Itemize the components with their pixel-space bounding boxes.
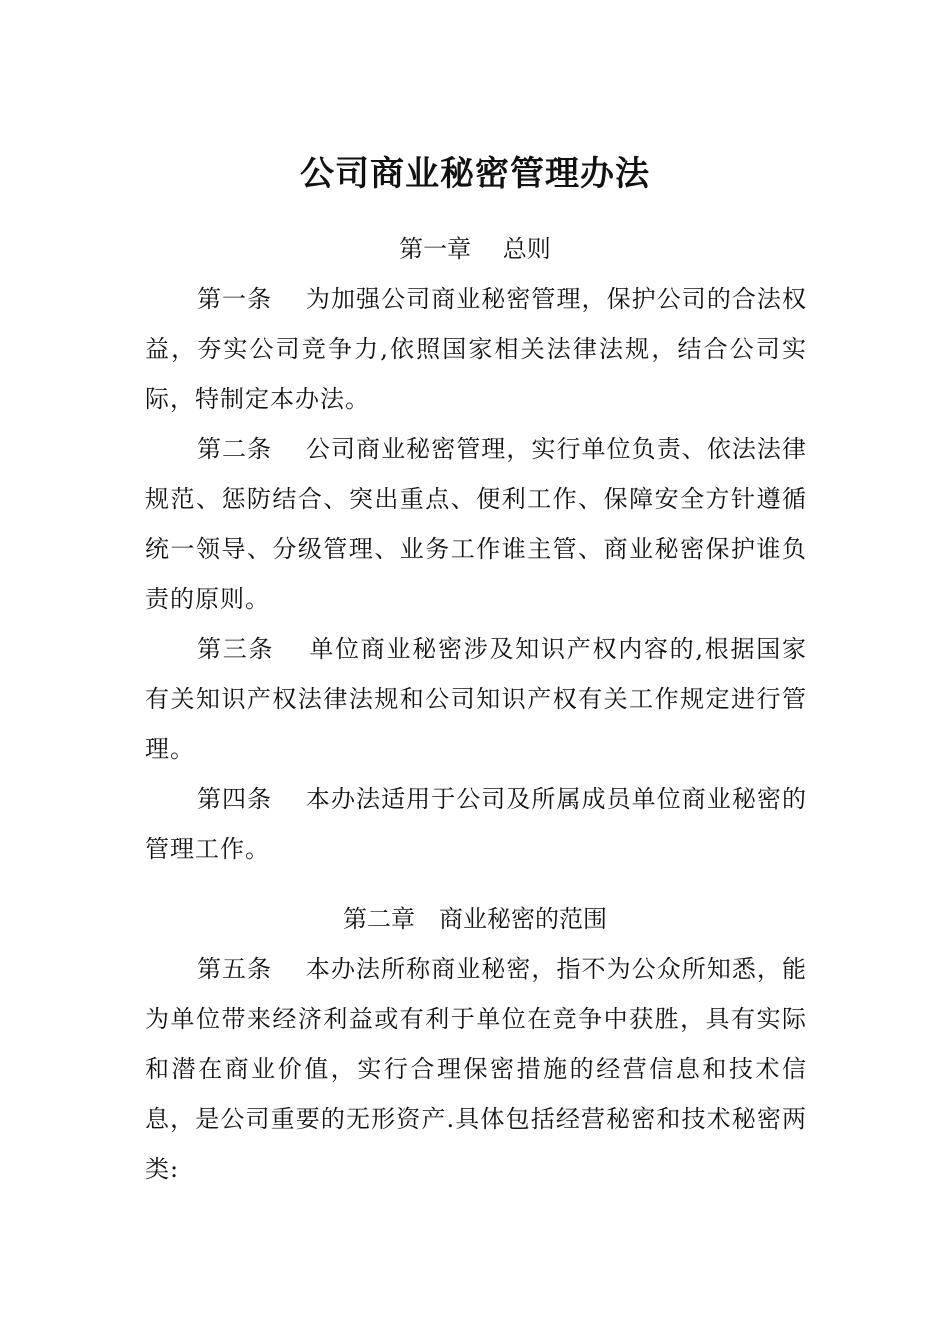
article-1: 第一条 为加强公司商业秘密管理，保护公司的合法权益，夯实公司竞争力,依照国家相关法律法规，结合公司实际，特制定本办法。	[145, 285, 807, 413]
article-3: 第三条 单位商业秘密涉及知识产权内容的,根据国家有关知识产权法律法规和公司知识产权有关工作规定进行管理。	[145, 635, 807, 763]
article-4: 第四条 本办法适用于公司及所属成员单位商业秘密的管理工作。	[145, 785, 807, 863]
article-2: 第二条 公司商业秘密管理，实行单位负责、依法法律规范、惩防结合、突出重点、便利工作、保障安全方针遵循统一领导、分级管理、业务工作谁主管、商业秘密保护谁负责的原则。	[145, 435, 807, 613]
chapter-heading-1: 第一章 总则	[399, 235, 551, 263]
chapter-heading-2: 第二章 商业秘密的范围	[343, 905, 607, 933]
document-title: 公司商业秘密管理办法	[300, 154, 650, 194]
article-5: 第五条 本办法所称商业秘密，指不为公众所知悉，能为单位带来经济利益或有利于单位在竞争中获胜，具有实际和潜在商业价值，实行合理保密措施的经营信息和技术信息，是公司重要的无形资产.具体包括经营秘密和技术秘密两类:	[145, 955, 807, 1183]
